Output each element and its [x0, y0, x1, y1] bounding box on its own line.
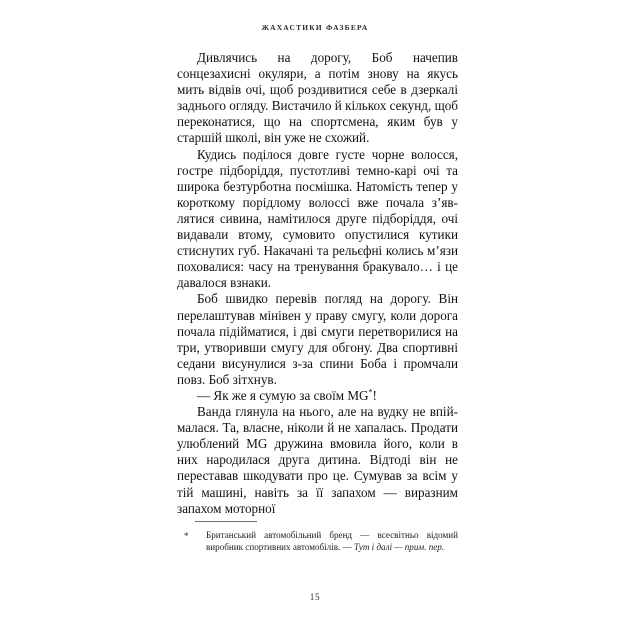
paragraph: Дивлячись на дорогу, Боб начепив сонцезахисні окуляри, а потім знову на якусь мить відвів очі, щоб роздивитися себе в дзеркалі заднього огляду. Вистачило й кількох секунд, щоб переконатися, що на спортсмена, яким був у старшій школі, він уже не схожий. [177, 50, 458, 146]
dialogue-text: — Як же я сумую за своїм MG [197, 387, 369, 403]
footnote-marker: * [184, 531, 189, 541]
running-header: ЖАХАСТИКИ ФАЗБЕРА [261, 23, 369, 32]
footnote-entry [177, 529, 458, 554]
paragraph: Ванда глянула на нього, але на вудку не впіймалася. Та, власне, ніколи й не хапалась. Продати улюблений MG дружина вмовила його, коли в них народилася друга дитина. Відтоді він не переставав шкодувати про це. Сумував за всім у тій машині, навіть за її запахом — виразним запахом моторної [177, 404, 458, 516]
footnote-area [177, 521, 458, 554]
paragraph: Кудись поділося довге густе чорне волосся, гостре підборіддя, пустотливі темно-карі очі та широка безтурботна посмішка. Натомість тепер у короткому порідлому волоссі вже почала з’являтися сивина, намітилося друге підборіддя, очі видавали втому, сумовито опустилися кутики стиснутих губ. Накачані та рельєфні колись м’язи поховалися: часу на тренування бракувало… і це давалося взнаки. [177, 146, 458, 291]
body-text-block [177, 50, 458, 517]
paragraph: Боб швидко перевів погляд на дорогу. Він перелаштував мінівен у праву смугу, коли дорога почала підійматися, і дві смуги перетворилися на три, утворивши смугу для обгону. Два спортивні седани висунулися з-за спини Боба і промчали повз. Боб зітхнув. [177, 291, 458, 387]
footnote-text: Британський автомобільний бренд — всесвітньо відомий виробник спортивних автомобілів. — [206, 530, 458, 553]
page-number: 15 [309, 592, 321, 602]
footnote-reference-marker[interactable]: * [368, 387, 373, 397]
footnote-separator-rule [195, 521, 257, 522]
dialogue-line [177, 388, 458, 404]
dialogue-text-tail: ! [372, 387, 377, 403]
footnote-attribution: Тут і далі — прим. пер. [353, 542, 445, 553]
